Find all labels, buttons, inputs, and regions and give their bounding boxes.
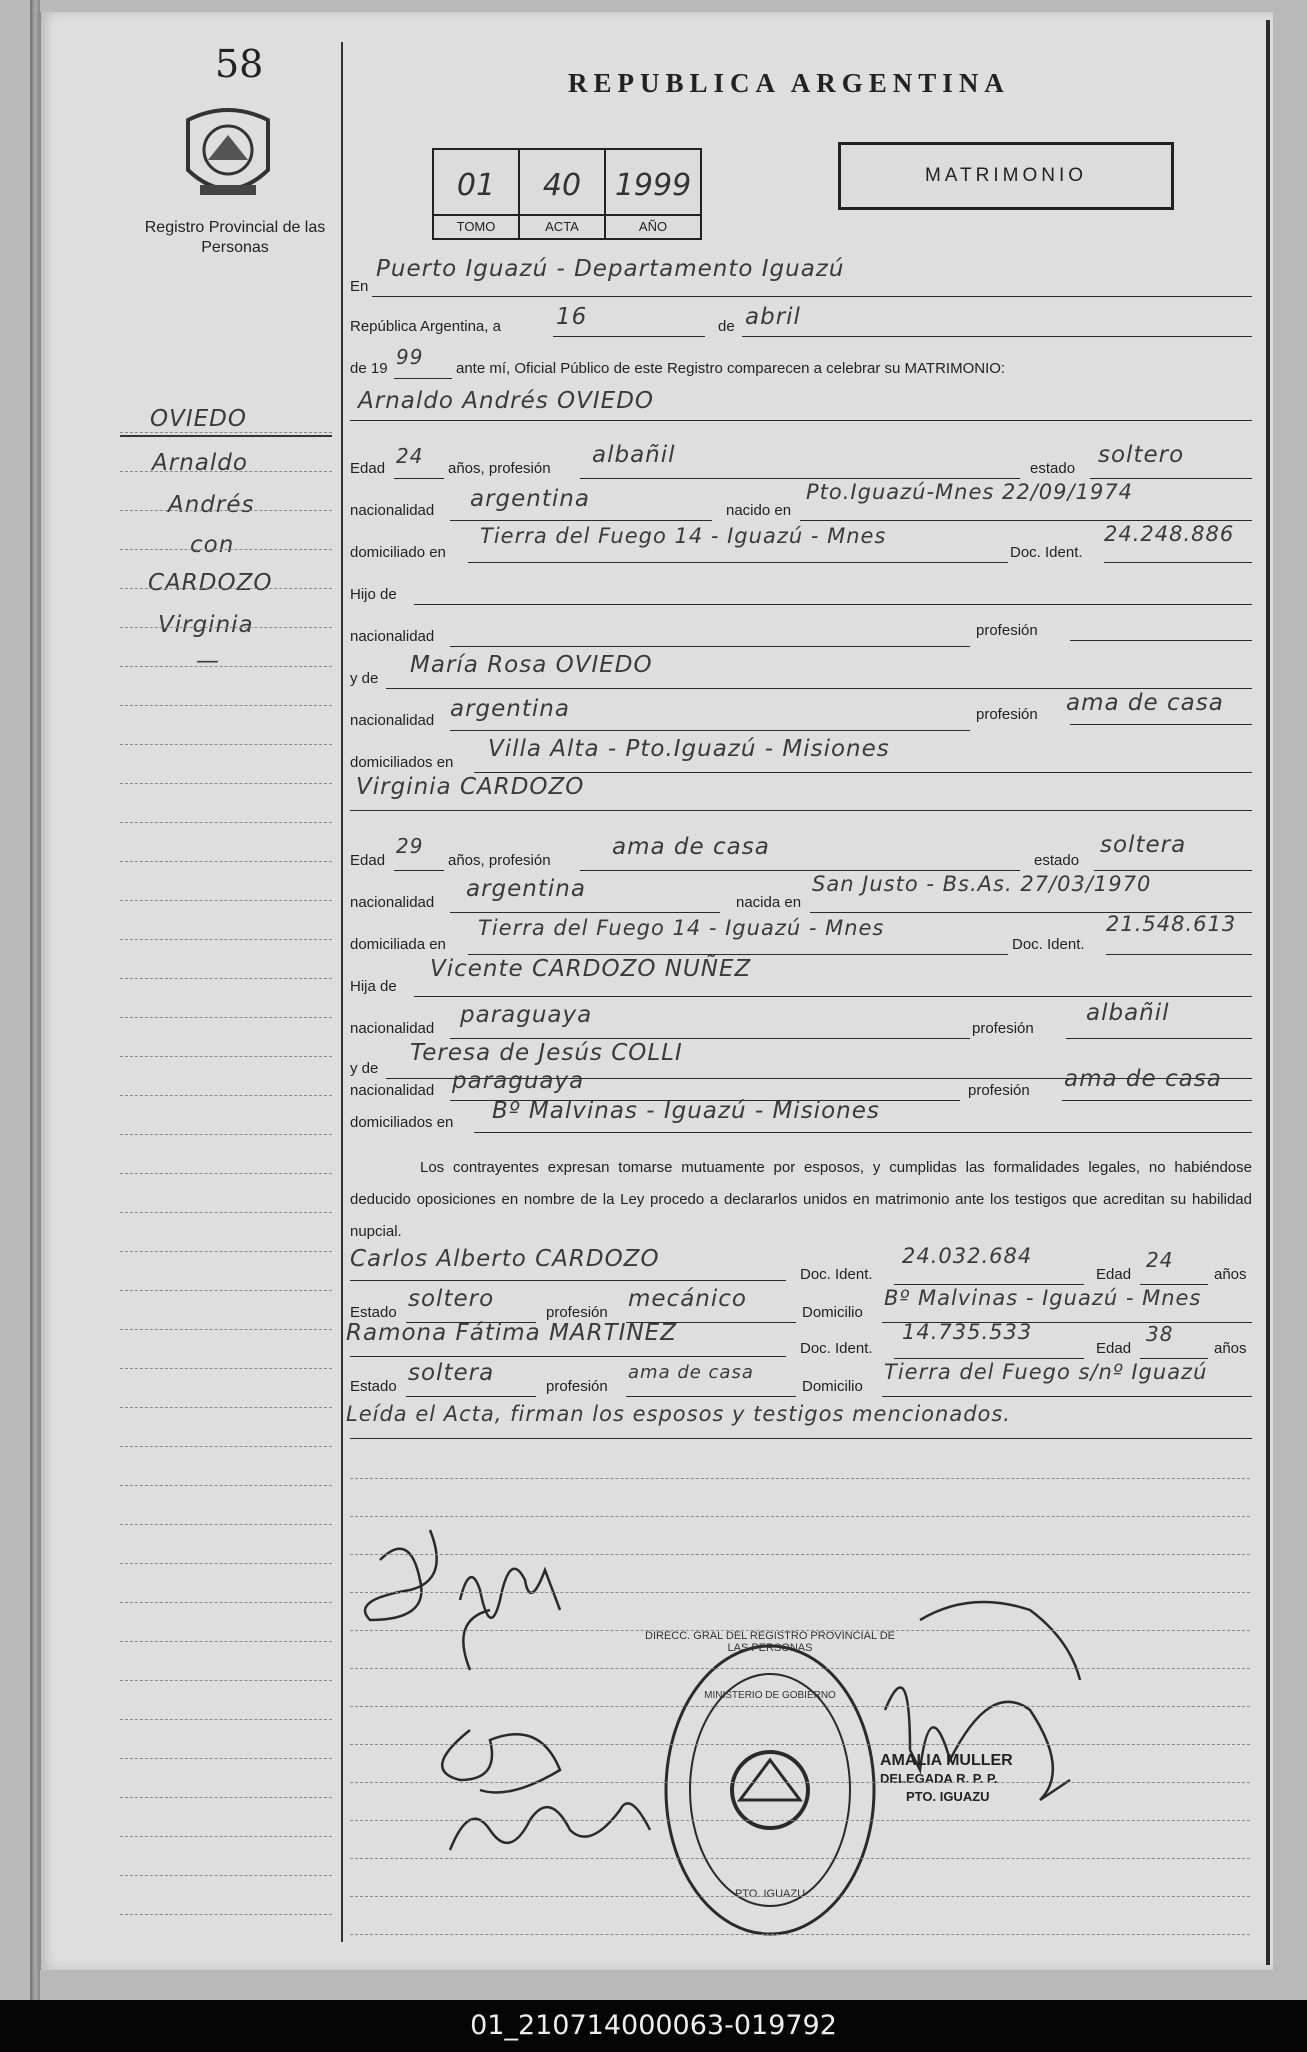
official-stamp-text: [880, 1752, 1013, 1806]
witness2-status: soltera: [408, 1360, 495, 1386]
label-edad: Edad: [350, 460, 386, 477]
country-title: REPUBLICA ARGENTINA: [568, 68, 1010, 98]
margin-ruled-line: [120, 1797, 332, 1798]
margin-ruled-line: [120, 1602, 332, 1603]
groom-age: 24: [396, 444, 424, 468]
margin-ruled-line: [120, 705, 332, 706]
margin-ruled-line: [120, 1368, 332, 1369]
body-ruled-line: [350, 1630, 1250, 1631]
groom-profession: albañil: [592, 442, 676, 468]
margin-ruled-line: [120, 432, 332, 433]
label-doc-ident: Doc. Ident.: [1012, 936, 1085, 953]
margin-note: —: [196, 648, 220, 674]
label-doc-ident: Doc. Ident.: [800, 1266, 873, 1283]
margin-ruled-line: [120, 627, 332, 628]
document-type-box: MATRIMONIO: [838, 142, 1174, 210]
bride-doc: 21.548.613: [1106, 912, 1237, 936]
witness1-name: Carlos Alberto CARDOZO: [350, 1246, 660, 1272]
legal-text: Los contrayentes expresan tomarse mutuamente por esposos, y cumplidas las formalidades legales, no habiéndose deducido oposiciones en nombre de la Ley procedo a declararlos unidos en matrimonio ante los testigos que acreditan su habilidad nupcial.: [350, 1159, 1252, 1240]
margin-ruled-line: [120, 1017, 332, 1018]
margin-ruled-line: [120, 822, 332, 823]
body-ruled-line: [350, 1820, 1250, 1821]
label-edad: Edad: [1096, 1266, 1132, 1283]
label-profesion: profesión: [546, 1304, 608, 1321]
official-name: AMALIA MULLER: [880, 1752, 1013, 1769]
bride-status: soltera: [1100, 832, 1187, 858]
label-hijo-de: Hijo de: [350, 586, 397, 603]
label-en: En: [350, 278, 369, 295]
bride-name: Virginia CARDOZO: [356, 774, 585, 800]
page-number: 58: [215, 42, 264, 86]
margin-ruled-line: [120, 1056, 332, 1057]
groom-name: Arnaldo Andrés OVIEDO: [358, 388, 655, 414]
margin-ruled-line: [120, 588, 332, 589]
body-ruled-line: [350, 1896, 1250, 1897]
bride-age: 29: [396, 834, 424, 858]
bride-mother-nationality: paraguaya: [452, 1068, 585, 1094]
witness2-address: Tierra del Fuego s/nº Iguazú: [884, 1360, 1208, 1384]
seal-inner-text: MINISTERIO DE GOBIERNO: [704, 1690, 836, 1701]
margin-note: con: [190, 532, 235, 558]
margin-ruled-line: [120, 1446, 332, 1447]
groom-mother: María Rosa OVIEDO: [410, 652, 653, 678]
bride-father-nationality: paraguaya: [460, 1002, 593, 1028]
label-doc-ident: Doc. Ident.: [800, 1340, 873, 1357]
margin-ruled-line: [120, 1095, 332, 1096]
label-domiciliados-en: domiciliados en: [350, 1114, 454, 1131]
label-nacionalidad: nacionalidad: [350, 502, 435, 519]
page-edge: [1266, 20, 1270, 1965]
groom-birth: Pto.Iguazú-Mnes 22/09/1974: [806, 480, 1134, 504]
label-y-de: y de: [350, 1060, 379, 1077]
margin-note: Andrés: [168, 492, 255, 518]
closing-text: Leída el Acta, firman los esposos y testigos mencionados.: [346, 1402, 1011, 1426]
label-profesion: profesión: [976, 706, 1038, 723]
label-estado: estado: [1034, 852, 1080, 869]
year-suffix-value: 99: [396, 345, 424, 369]
margin-ruled-line: [120, 1563, 332, 1564]
margin-ruled-line: [120, 666, 332, 667]
label-edad: Edad: [1096, 1340, 1132, 1357]
label-anios: años: [1214, 1266, 1247, 1283]
margin-ruled-line: [120, 510, 332, 511]
witness1-status: soltero: [408, 1286, 495, 1312]
label-de-19: de 19: [350, 360, 388, 377]
margin-ruled-line: [120, 1134, 332, 1135]
label-doc-ident: Doc. Ident.: [1010, 544, 1083, 561]
witness1-age: 24: [1146, 1248, 1174, 1272]
margin-note: OVIEDO: [150, 406, 247, 432]
tomo-value: 01: [456, 168, 496, 203]
margin-ruled-line: [120, 1836, 332, 1837]
year-value: 1999: [614, 168, 692, 203]
bride-father: Vicente CARDOZO NUÑEZ: [430, 956, 752, 982]
groom-nationality: argentina: [470, 486, 590, 512]
margin-ruled-line: [120, 1251, 332, 1252]
label-de: de: [718, 318, 735, 335]
seal-ring-text: DIRECC. GRAL DEL REGISTRO PROVINCIAL DE LAS PERSONAS: [645, 1630, 895, 1654]
groom-doc: 24.248.886: [1104, 522, 1235, 546]
bride-address: Tierra del Fuego 14 - Iguazú - Mnes: [478, 916, 885, 940]
body-ruled-line: [350, 1706, 1250, 1707]
margin-ruled-line: [120, 900, 332, 901]
bride-mother-profession: ama de casa: [1064, 1066, 1222, 1092]
margin-ruled-line: [120, 1875, 332, 1876]
label-nacido-en: nacido en: [726, 502, 792, 519]
month-value: abril: [745, 304, 801, 330]
groom-parents-address: Villa Alta - Pto.Iguazú - Misiones: [488, 736, 890, 762]
witness2-age: 38: [1146, 1322, 1174, 1346]
label-nacionalidad: nacionalidad: [350, 894, 435, 911]
label-nacionalidad: nacionalidad: [350, 1020, 435, 1037]
province-emblem-icon: [178, 100, 278, 208]
margin-ruled-line: [120, 1329, 332, 1330]
body-ruled-line: [350, 1478, 1250, 1479]
groom-address: Tierra del Fuego 14 - Iguazú - Mnes: [480, 524, 887, 548]
margin-ruled-line: [120, 939, 332, 940]
place-value: Puerto Iguazú - Departamento Iguazú: [376, 256, 845, 282]
acta-label: ACTA: [520, 214, 604, 238]
body-ruled-line: [350, 1744, 1250, 1745]
margin-divider: [341, 42, 343, 1942]
margin-ruled-line: [120, 1641, 332, 1642]
label-domiciliados-en: domiciliados en: [350, 754, 454, 771]
witness1-address: Bº Malvinas - Iguazú - Mnes: [884, 1286, 1202, 1310]
groom-mother-profession: ama de casa: [1066, 690, 1224, 716]
margin-ruled-line: [120, 1680, 332, 1681]
witness2-name: Ramona Fátima MARTINEZ: [346, 1320, 677, 1346]
groom-status: soltero: [1098, 442, 1185, 468]
label-anios: años: [1214, 1340, 1247, 1357]
margin-ruled-line: [120, 1173, 332, 1174]
witness2-profession: ama de casa: [628, 1362, 754, 1383]
year-label: AÑO: [606, 214, 700, 238]
official-role: DELEGADA R. P. P.: [880, 1771, 998, 1786]
label-nacida-en: nacida en: [736, 894, 802, 911]
bride-nationality: argentina: [466, 876, 586, 902]
label-ante: ante mí, Oficial Público de este Registro comparecen a celebrar su MATRIMONIO:: [456, 360, 1006, 377]
label-domicilio: Domicilio: [802, 1378, 863, 1395]
seal-bottom-text: PTO. IGUAZU: [734, 1888, 806, 1900]
acta-value: 40: [542, 168, 582, 203]
margin-ruled-line: [120, 1290, 332, 1291]
margin-ruled-line: [120, 1524, 332, 1525]
margin-note: Virginia: [158, 612, 254, 638]
margin-ruled-line: [120, 783, 332, 784]
scan-id: 01_210714000063-019792: [0, 2000, 1307, 2052]
label-domiciliado-en: domiciliado en: [350, 544, 446, 561]
label-edad: Edad: [350, 852, 386, 869]
witness1-profession: mecánico: [628, 1286, 747, 1312]
margin-ruled-line: [120, 1485, 332, 1486]
body-ruled-line: [350, 1934, 1250, 1935]
body-ruled-line: [350, 1668, 1250, 1669]
body-ruled-line: [350, 1554, 1250, 1555]
margin-ruled-line: [120, 978, 332, 979]
label-anios-profesion: años, profesión: [448, 852, 551, 869]
label-estado: estado: [1030, 460, 1076, 477]
label-domiciliada-en: domiciliada en: [350, 936, 446, 953]
label-anios-profesion: años, profesión: [448, 460, 551, 477]
tomo-label: TOMO: [434, 214, 518, 238]
label-profesion: profesión: [976, 622, 1038, 639]
label-nacionalidad: nacionalidad: [350, 712, 435, 729]
label-nacionalidad: nacionalidad: [350, 1082, 435, 1099]
margin-ruled-line: [120, 1407, 332, 1408]
body-ruled-line: [350, 1858, 1250, 1859]
label-estado: Estado: [350, 1378, 397, 1395]
margin-ruled-line: [120, 471, 332, 472]
witness1-doc: 24.032.684: [902, 1244, 1033, 1268]
bride-father-profession: albañil: [1086, 1000, 1170, 1026]
label-nacionalidad: nacionalidad: [350, 628, 435, 645]
margin-ruled-line: [120, 1758, 332, 1759]
label-republica: República Argentina, a: [350, 318, 501, 335]
margin-note: CARDOZO: [148, 570, 273, 596]
label-domicilio: Domicilio: [802, 1304, 863, 1321]
witness2-doc: 14.735.533: [902, 1320, 1033, 1344]
margin-ruled-line: [120, 1212, 332, 1213]
margin-ruled-line: [120, 861, 332, 862]
official-place: PTO. IGUAZU: [906, 1789, 990, 1804]
label-y-de: y de: [350, 670, 379, 687]
margin-ruled-line: [120, 1719, 332, 1720]
label-profesion: profesión: [968, 1082, 1030, 1099]
bride-mother: Teresa de Jesús COLLI: [410, 1040, 683, 1066]
bride-birth: San Justo - Bs.As. 27/03/1970: [812, 872, 1152, 896]
bride-parents-address: Bº Malvinas - Iguazú - Misiones: [492, 1098, 880, 1124]
body-ruled-line: [350, 1516, 1250, 1517]
body-ruled-line: [350, 1592, 1250, 1593]
margin-ruled-line: [120, 1914, 332, 1915]
groom-mother-nationality: argentina: [450, 696, 570, 722]
day-value: 16: [556, 304, 588, 330]
act-box: [432, 148, 702, 240]
margin-note: Arnaldo: [152, 450, 248, 476]
body-ruled-line: [350, 1782, 1250, 1783]
label-profesion: profesión: [972, 1020, 1034, 1037]
margin-top-rule: [120, 435, 332, 437]
registry-name: Registro Provincial de las Personas: [144, 219, 326, 256]
margin-ruled-line: [120, 744, 332, 745]
label-hija-de: Hija de: [350, 978, 397, 995]
margin-ruled-line: [120, 549, 332, 550]
label-profesion: profesión: [546, 1378, 608, 1395]
label-estado: Estado: [350, 1304, 397, 1321]
bride-profession: ama de casa: [612, 834, 770, 860]
